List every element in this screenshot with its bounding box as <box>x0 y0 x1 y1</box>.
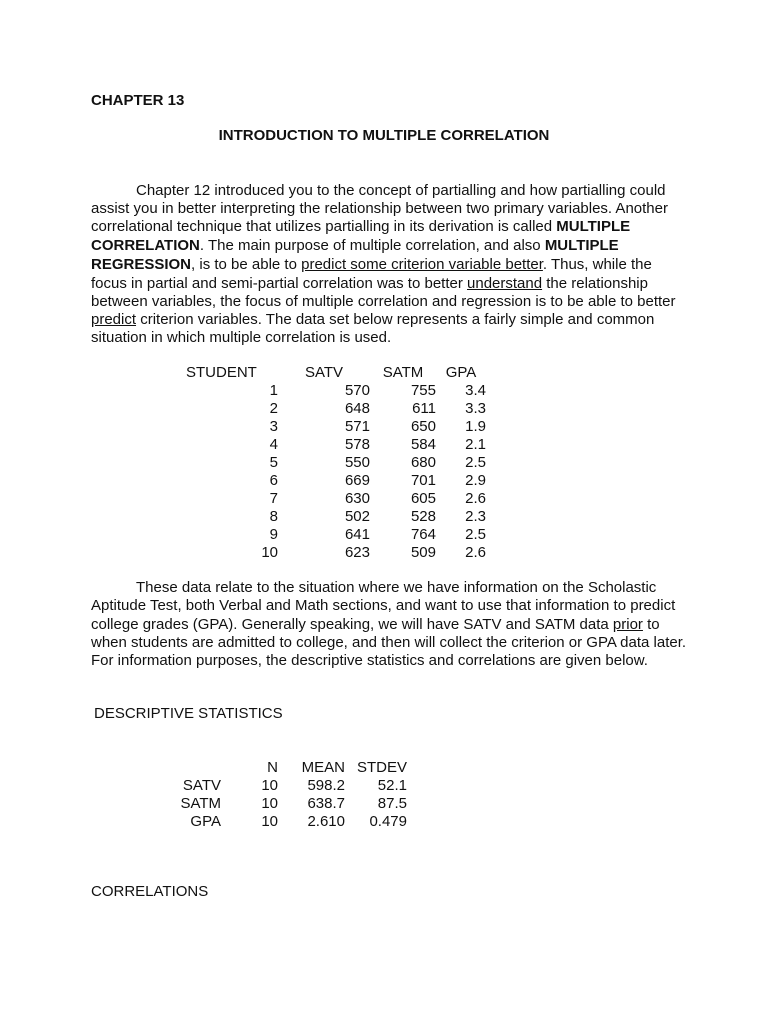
descriptive-statistics-table <box>176 758 407 830</box>
cell-satm: 509 <box>410 543 436 561</box>
cell-satv: 550 <box>344 453 370 471</box>
intro-line-6 <box>91 275 648 292</box>
intro-line-6-tail: the relationship <box>542 275 648 292</box>
term-correlation: CORRELATION <box>91 237 200 254</box>
cell-gpa: 1.9 <box>465 417 486 435</box>
cell-gpa: 2.3 <box>465 507 486 525</box>
cell-satv: 623 <box>344 543 370 561</box>
col-satm: SATM <box>382 363 424 381</box>
cell-satv: 669 <box>344 471 370 489</box>
cell-satm: 611 <box>412 399 436 417</box>
intro-line-5-tail: . Thus, while the <box>542 256 652 273</box>
page-title: INTRODUCTION TO MULTIPLE CORRELATION <box>218 127 550 144</box>
cell-satv: 648 <box>344 399 370 417</box>
table-row <box>186 399 486 417</box>
desc-header-row <box>176 758 407 776</box>
table-row <box>186 453 486 471</box>
cell-satv: 578 <box>344 435 370 453</box>
desc-col-n: N <box>267 758 278 776</box>
cell-gpa: 3.4 <box>465 381 486 399</box>
intro-line-6-text: focus in partial and semi-partial correlation was to better <box>91 275 468 292</box>
table-row <box>186 543 486 561</box>
cell-student: 4 <box>269 435 278 453</box>
cell-gpa: 2.1 <box>465 435 486 453</box>
cell-satm: 584 <box>410 435 436 453</box>
desc-cell-n: 10 <box>261 776 278 794</box>
term-regression: REGRESSION <box>91 256 192 273</box>
cell-gpa: 2.6 <box>465 543 486 561</box>
desc-cell-variable: SATV <box>182 776 221 794</box>
para2-line-5: For information purposes, the descriptive statistics and correlations are given below. <box>91 652 648 669</box>
chapter-heading: CHAPTER 13 <box>91 92 185 109</box>
intro-line-8 <box>91 311 654 328</box>
cell-satv: 641 <box>344 525 370 543</box>
col-satv: SATV <box>304 363 344 381</box>
table-row <box>186 435 486 453</box>
cell-gpa: 2.5 <box>465 453 486 471</box>
intro-line-4 <box>91 237 619 254</box>
cell-satm: 701 <box>410 471 436 489</box>
underlined-predict-criterion: predict some criterion variable better <box>301 256 543 273</box>
cell-satm: 650 <box>410 417 436 435</box>
intro-line-1: Chapter 12 introduced you to the concept of partialling and how partialling could <box>136 182 666 199</box>
cell-student: 6 <box>269 471 278 489</box>
term-multiple-2: MULTIPLE <box>544 237 619 254</box>
desc-cell-variable: SATM <box>180 794 221 812</box>
col-student: STUDENT <box>186 363 257 381</box>
cell-student: 10 <box>261 543 278 561</box>
cell-student: 1 <box>269 381 278 399</box>
desc-cell-n: 10 <box>261 812 278 830</box>
intro-line-2: assist you in better interpreting the relationship between two primary variables. Another <box>91 200 668 217</box>
desc-row <box>176 812 407 830</box>
cell-student: 8 <box>269 507 278 525</box>
cell-student: 7 <box>269 489 278 507</box>
cell-gpa: 3.3 <box>465 399 486 417</box>
desc-cell-variable: GPA <box>190 812 221 830</box>
desc-row <box>176 794 407 812</box>
cell-satm: 680 <box>410 453 436 471</box>
desc-cell-mean: 638.7 <box>307 794 345 812</box>
term-multiple: MULTIPLE <box>556 218 631 235</box>
para2-line-4: when students are admitted to college, and then will collect the criterion or GPA data later. <box>91 634 687 651</box>
para2-line-3-text: college grades (GPA). Generally speaking, we will have SATV and SATM data <box>91 616 613 633</box>
cell-satv: 571 <box>344 417 370 435</box>
intro-line-5-text: , is to be able to <box>191 256 302 273</box>
underlined-predict: predict <box>91 311 137 328</box>
cell-student: 3 <box>269 417 278 435</box>
cell-satm: 764 <box>410 525 436 543</box>
intro-line-4-text: . The main purpose of multiple correlation, and also <box>199 237 545 254</box>
para2-line-3-tail: to <box>642 616 660 633</box>
desc-cell-stdev: 52.1 <box>377 776 407 794</box>
cell-satv: 502 <box>344 507 370 525</box>
cell-satm: 755 <box>410 381 436 399</box>
intro-line-5 <box>91 256 652 273</box>
cell-student: 9 <box>269 525 278 543</box>
cell-satm: 528 <box>410 507 436 525</box>
underlined-understand: understand <box>467 275 543 292</box>
cell-student: 2 <box>269 399 278 417</box>
intro-line-3-text: correlational technique that utilizes partialling in its derivation is called <box>91 218 557 235</box>
desc-col-mean: MEAN <box>301 758 345 776</box>
cell-satv: 570 <box>344 381 370 399</box>
para2-line-1: These data relate to the situation where we have information on the Scholastic <box>136 579 657 596</box>
table-row <box>186 417 486 435</box>
cell-gpa: 2.9 <box>465 471 486 489</box>
desc-cell-mean: 2.610 <box>307 812 345 830</box>
table-row <box>186 471 486 489</box>
table-row <box>186 489 486 507</box>
desc-col-stdev: STDEV <box>356 758 407 776</box>
correlations-heading: CORRELATIONS <box>91 883 209 900</box>
descriptive-statistics-heading: DESCRIPTIVE STATISTICS <box>94 705 283 722</box>
cell-gpa: 2.6 <box>465 489 486 507</box>
table-row <box>186 381 486 399</box>
col-gpa: GPA <box>445 363 477 381</box>
table-row <box>186 525 486 543</box>
cell-student: 5 <box>269 453 278 471</box>
student-data-table <box>186 363 486 561</box>
intro-line-8-text: criterion variables. The data set below represents a fairly simple and common <box>136 311 655 328</box>
para2-line-3 <box>91 616 660 633</box>
intro-line-9: situation in which multiple correlation is used. <box>91 329 392 346</box>
intro-line-7: between variables, the focus of multiple correlation and regression is to be able to better <box>91 293 676 310</box>
intro-line-3 <box>91 218 630 235</box>
cell-satv: 630 <box>344 489 370 507</box>
desc-cell-mean: 598.2 <box>307 776 345 794</box>
desc-cell-stdev: 0.479 <box>369 812 407 830</box>
table-row <box>186 507 486 525</box>
underlined-prior: prior <box>612 616 643 633</box>
para2-line-2: Aptitude Test, both Verbal and Math sections, and want to use that information to predict <box>91 597 676 614</box>
desc-row <box>176 776 407 794</box>
cell-gpa: 2.5 <box>465 525 486 543</box>
desc-cell-n: 10 <box>261 794 278 812</box>
table-header-row <box>186 363 486 381</box>
desc-cell-stdev: 87.5 <box>377 794 407 812</box>
desc-col-blank <box>176 758 221 776</box>
cell-satm: 605 <box>410 489 436 507</box>
